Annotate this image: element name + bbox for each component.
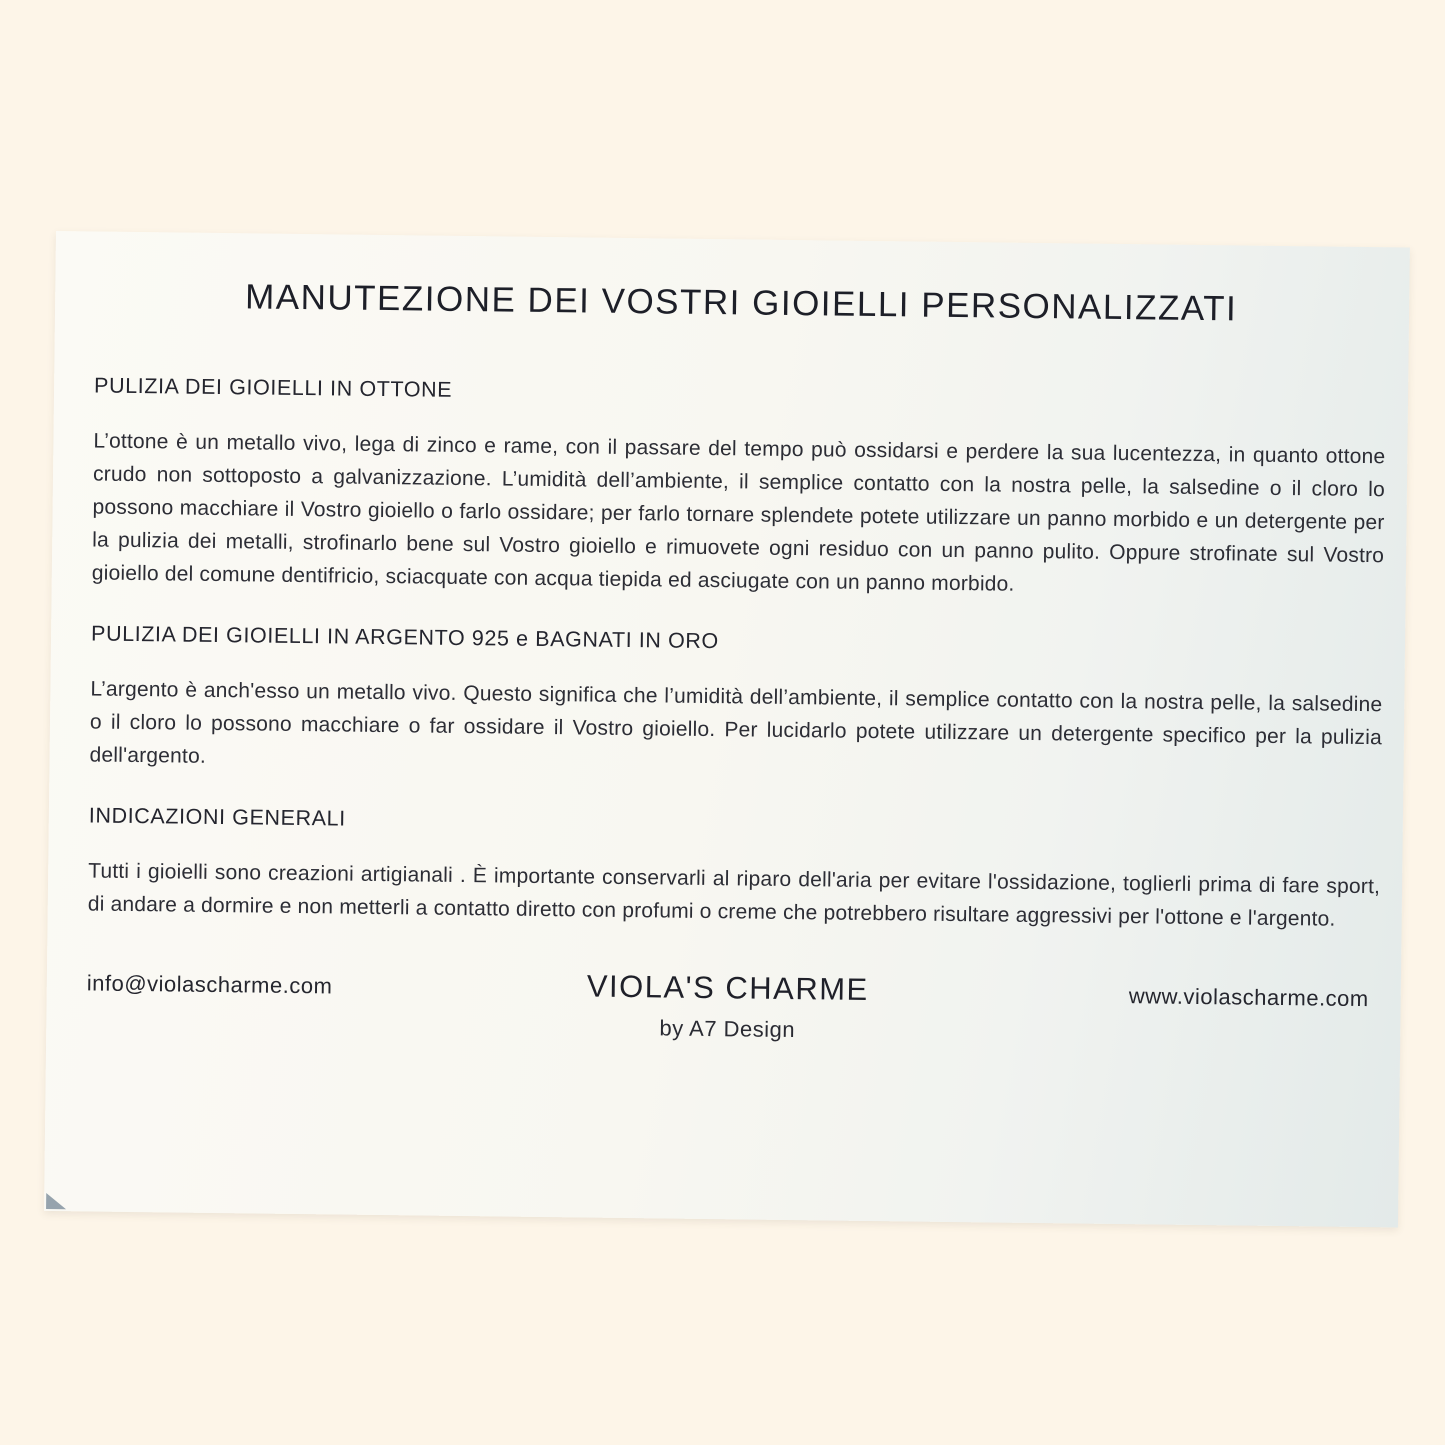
section-ottone <box>92 373 1387 605</box>
section-body-argento: L’argento è anch'esso un metallo vivo. Questo significa che l’umidità dell’ambiente, il semplice contatto con la nostra pelle, la salsedine o il cloro lo possono macchiare o far ossidare il Vostro gioiello. Per lucidarlo potete utilizzare un detergente specifico per la pulizia dell'argento. <box>89 677 1383 768</box>
section-body-ottone: L’ottone è un metallo vivo, lega di zinco e rame, con il passare del tempo può ossidarsi e perdere la sua lucentezza, in quanto ottone crudo non sottoposto a galvanizzazione. L’umidità dell’ambiente, il semplice contatto con la nostra pelle, la salsedine o il cloro lo possono macchiare il Vostro gioiello o farlo ossidare; per farlo tornare splendete potete utilizzare un panno morbido e un detergente per la pulizia dei metalli, strofinarlo bene sul Vostro gioiello e rimuovete ogni residuo con un panno pulito. Oppure strofinate sul Vostro gioiello del comune dentifricio, sciacquate con acqua tiepida ed asciugate con un panno morbido. <box>91 429 1386 596</box>
care-instruction-card <box>44 231 1410 1227</box>
website-url: www.violascharme.com <box>1128 983 1369 1012</box>
brand-name: VIOLA'S CHARME <box>586 968 869 1007</box>
section-indicazioni <box>88 803 1381 936</box>
card-footer <box>86 962 1379 1050</box>
section-heading-indicazioni: INDICAZIONI GENERALI <box>88 803 346 831</box>
brand-byline: by A7 Design <box>659 1015 796 1043</box>
section-argento <box>89 621 1383 787</box>
section-body-indicazioni: Tutti i gioielli sono creazioni artigianali . È importante conservarli al riparo dell'aria per evitare l'ossidazione, toglierli prima di fare sport, di andare a dormire e non metterli a contatto diretto con profumi o creme che potrebbero risultare aggressivi per l'ottone e l'argento. <box>87 859 1381 931</box>
card-corner-fold <box>46 1193 66 1209</box>
card-title: MANUTEZIONE DEI VOSTRI GIOIELLI PERSONALIZZATI <box>244 277 1238 329</box>
section-heading-ottone: PULIZIA DEI GIOIELLI IN OTTONE <box>93 373 453 402</box>
section-heading-argento: PULIZIA DEI GIOIELLI IN ARGENTO 925 e BAGNATI IN ORO <box>90 621 719 654</box>
brand-block <box>513 968 941 1045</box>
contact-email: info@violascharme.com <box>86 970 333 999</box>
